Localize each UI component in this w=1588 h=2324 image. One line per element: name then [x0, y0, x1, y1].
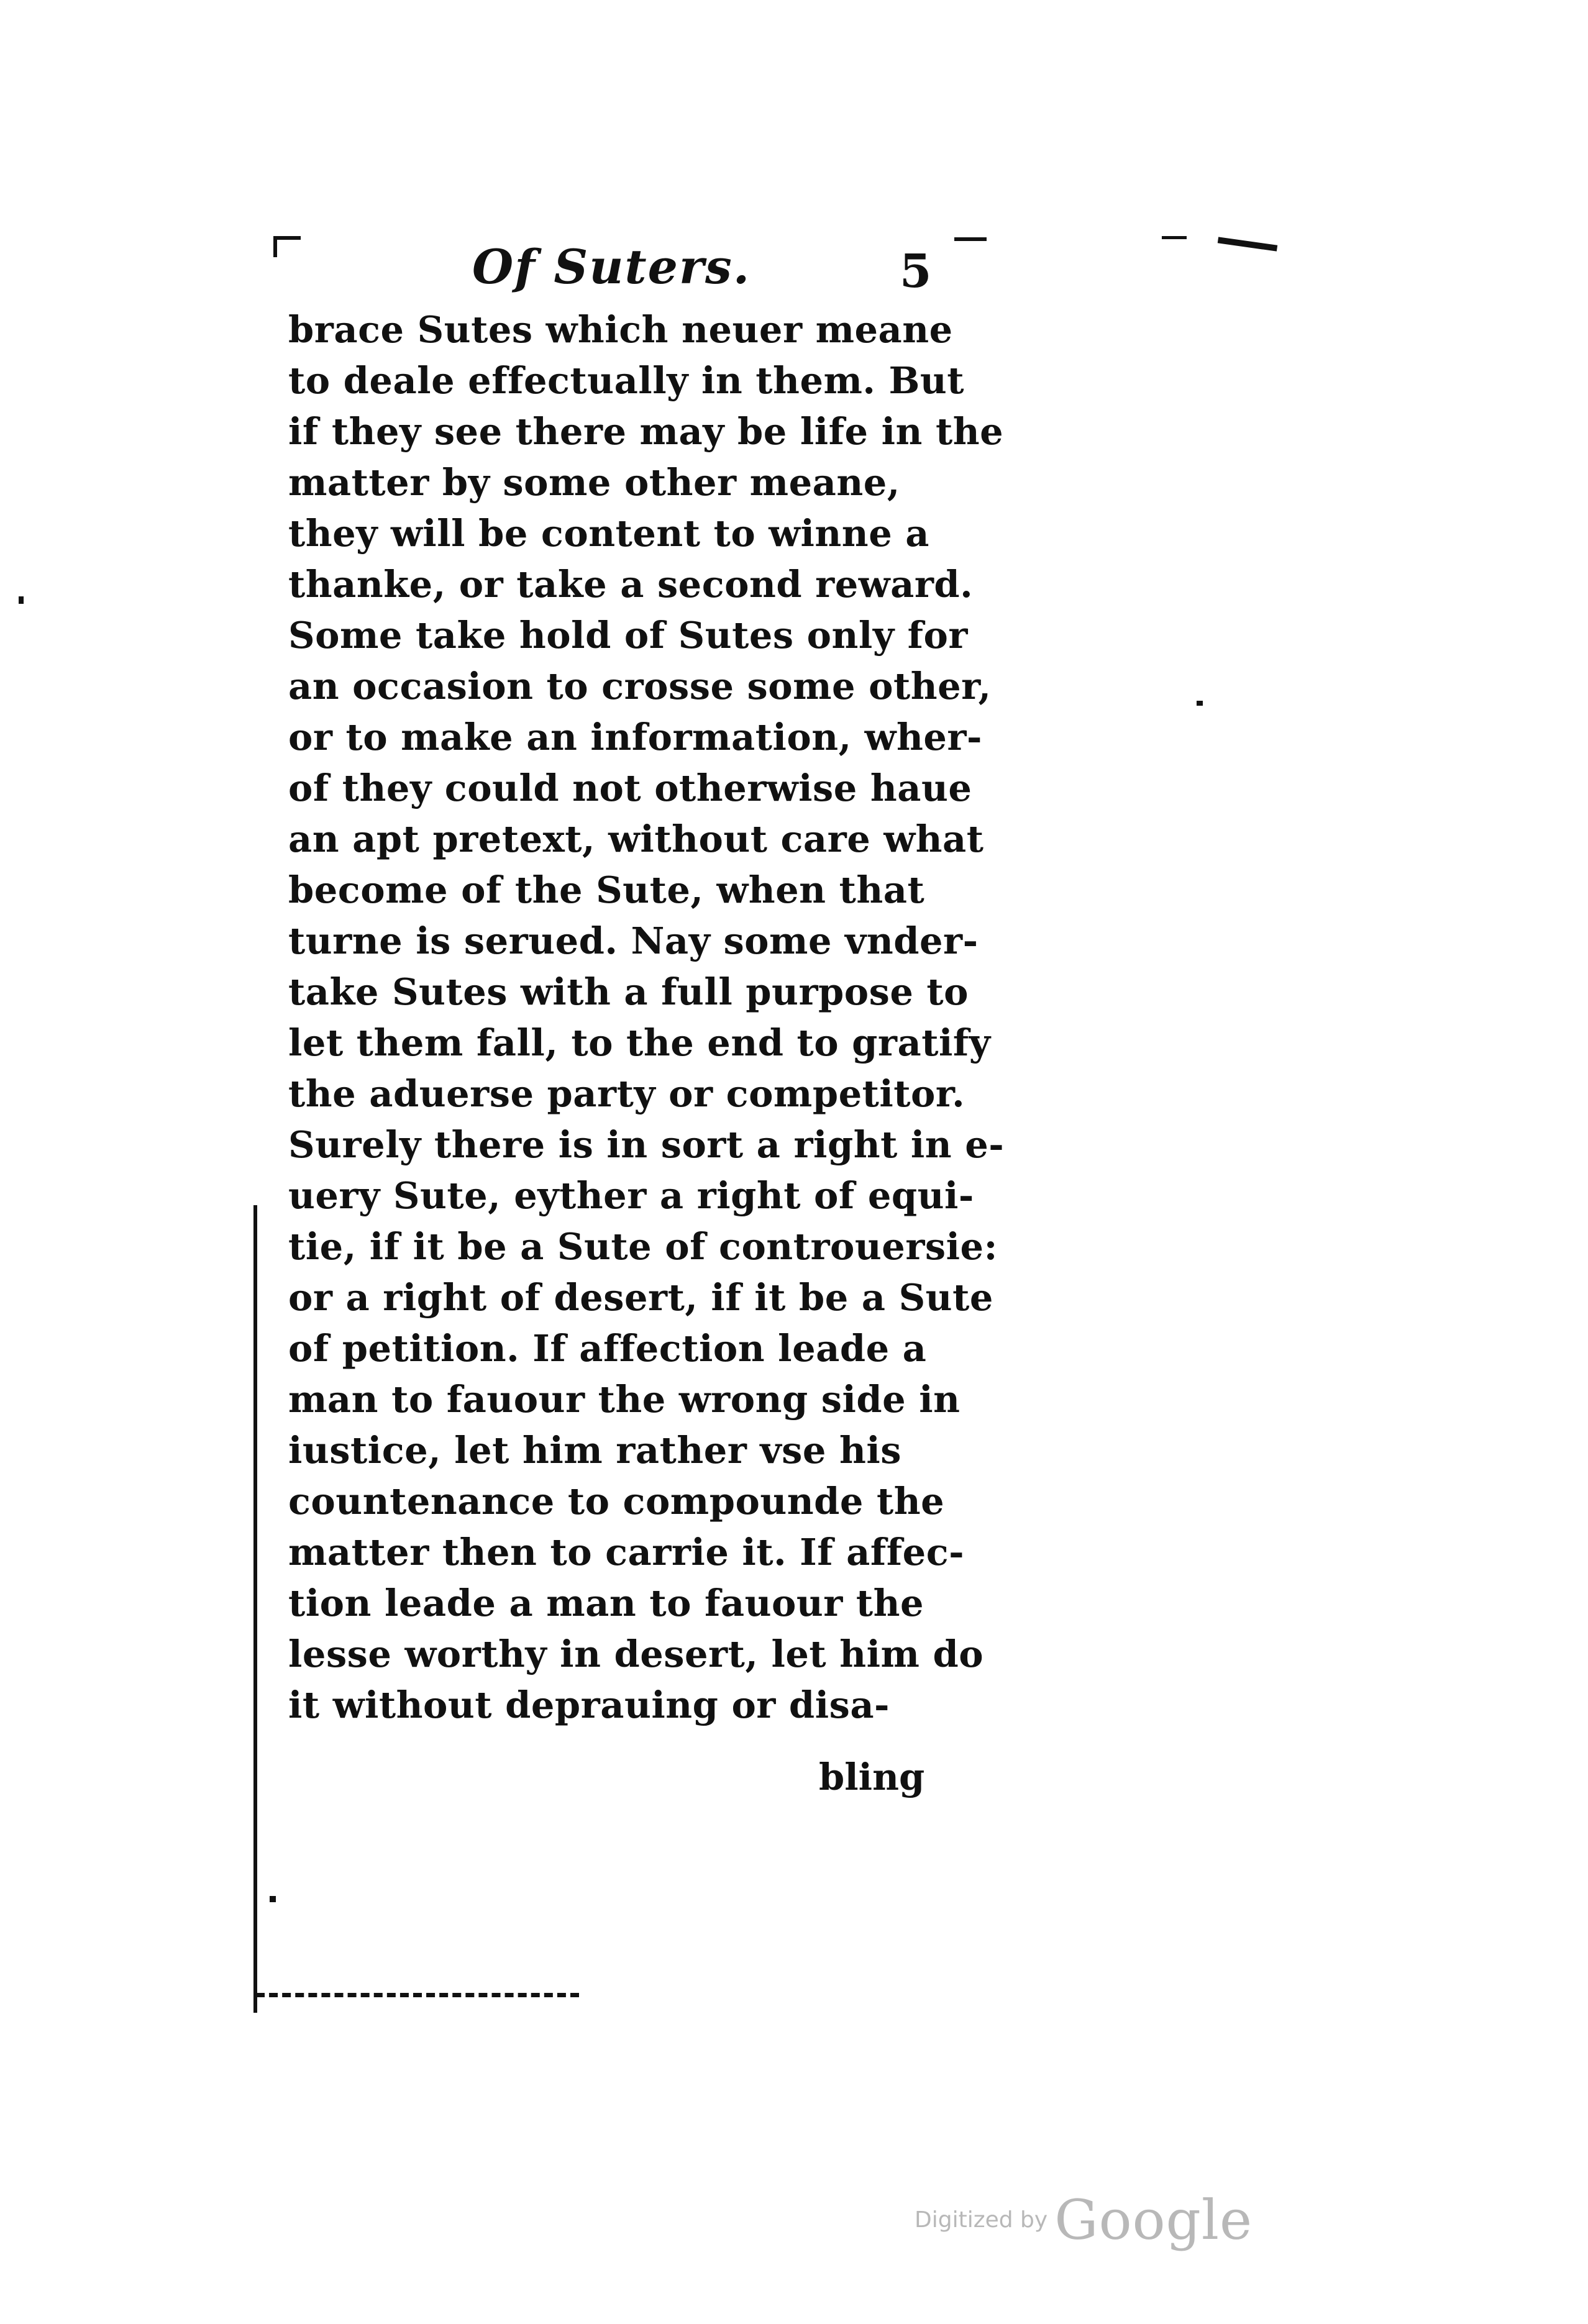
catchword: bling — [819, 1756, 925, 1798]
text-line: or to make an information, wher- — [288, 716, 982, 759]
text-line: countenance to compounde the — [288, 1480, 945, 1523]
text-line: of they could not otherwise haue — [288, 767, 972, 809]
text-line: it without deprauing or disa- — [288, 1684, 890, 1726]
header-dash-mark — [954, 237, 987, 241]
text-line: the aduerse party or competitor. — [288, 1072, 965, 1115]
text-line: let them fall, to the end to gratify — [288, 1021, 991, 1064]
top-right-scan-mark-2 — [1218, 237, 1277, 251]
text-line: or a right of desert, if it be a Sute — [288, 1276, 993, 1319]
top-left-corner-mark-tick — [273, 236, 277, 257]
text-line: lesse worthy in desert, let him do — [288, 1633, 984, 1675]
text-line: tie, if it be a Sute of controuersie: — [288, 1225, 998, 1268]
text-line: take Sutes with a full purpose to — [288, 970, 969, 1013]
right-margin-speck — [1197, 701, 1203, 706]
text-block — [288, 304, 1005, 1731]
text-line: thanke, or take a second reward. — [288, 563, 974, 606]
text-line: if they see there may be life in the — [288, 410, 1004, 453]
top-right-scan-mark — [1162, 236, 1187, 239]
text-line: iustice, let him rather vse his — [288, 1429, 901, 1472]
text-line: matter by some other meane, — [288, 461, 900, 504]
digitization-watermark — [915, 2188, 1253, 2252]
text-line: an apt pretext, without care what — [288, 818, 984, 860]
left-border-rule — [253, 1205, 257, 2013]
running-head: Of Suters. — [472, 239, 751, 294]
text-line: to deale effectually in them. But — [288, 359, 965, 402]
watermark-brand: Google — [1054, 2188, 1253, 2252]
top-left-corner-mark — [273, 236, 301, 240]
text-line: tion leade a man to fauour the — [288, 1582, 924, 1625]
text-line: Surely there is in sort a right in e- — [288, 1123, 1005, 1166]
text-line: of petition. If affection leade a — [288, 1327, 927, 1370]
page-number: 5 — [900, 245, 932, 298]
text-line: uery Sute, eyther a right of equi- — [288, 1174, 974, 1217]
text-line: brace Sutes which neuer meane — [288, 308, 953, 351]
text-line: man to fauour the wrong side in — [288, 1378, 961, 1421]
bottom-border-rule — [256, 1993, 579, 1997]
text-line: matter then to carrie it. If affec- — [288, 1531, 965, 1574]
text-line: turne is serued. Nay some vnder- — [288, 919, 979, 962]
watermark-prefix: Digitized by — [915, 2207, 1048, 2233]
text-line: an occasion to crosse some other, — [288, 665, 992, 708]
text-line: Some take hold of Sutes only for — [288, 614, 968, 657]
text-line: become of the Sute, when that — [288, 868, 925, 911]
bottom-left-speck — [270, 1896, 276, 1902]
left-margin-speck — [19, 596, 24, 604]
text-line: they will be content to winne a — [288, 512, 930, 555]
